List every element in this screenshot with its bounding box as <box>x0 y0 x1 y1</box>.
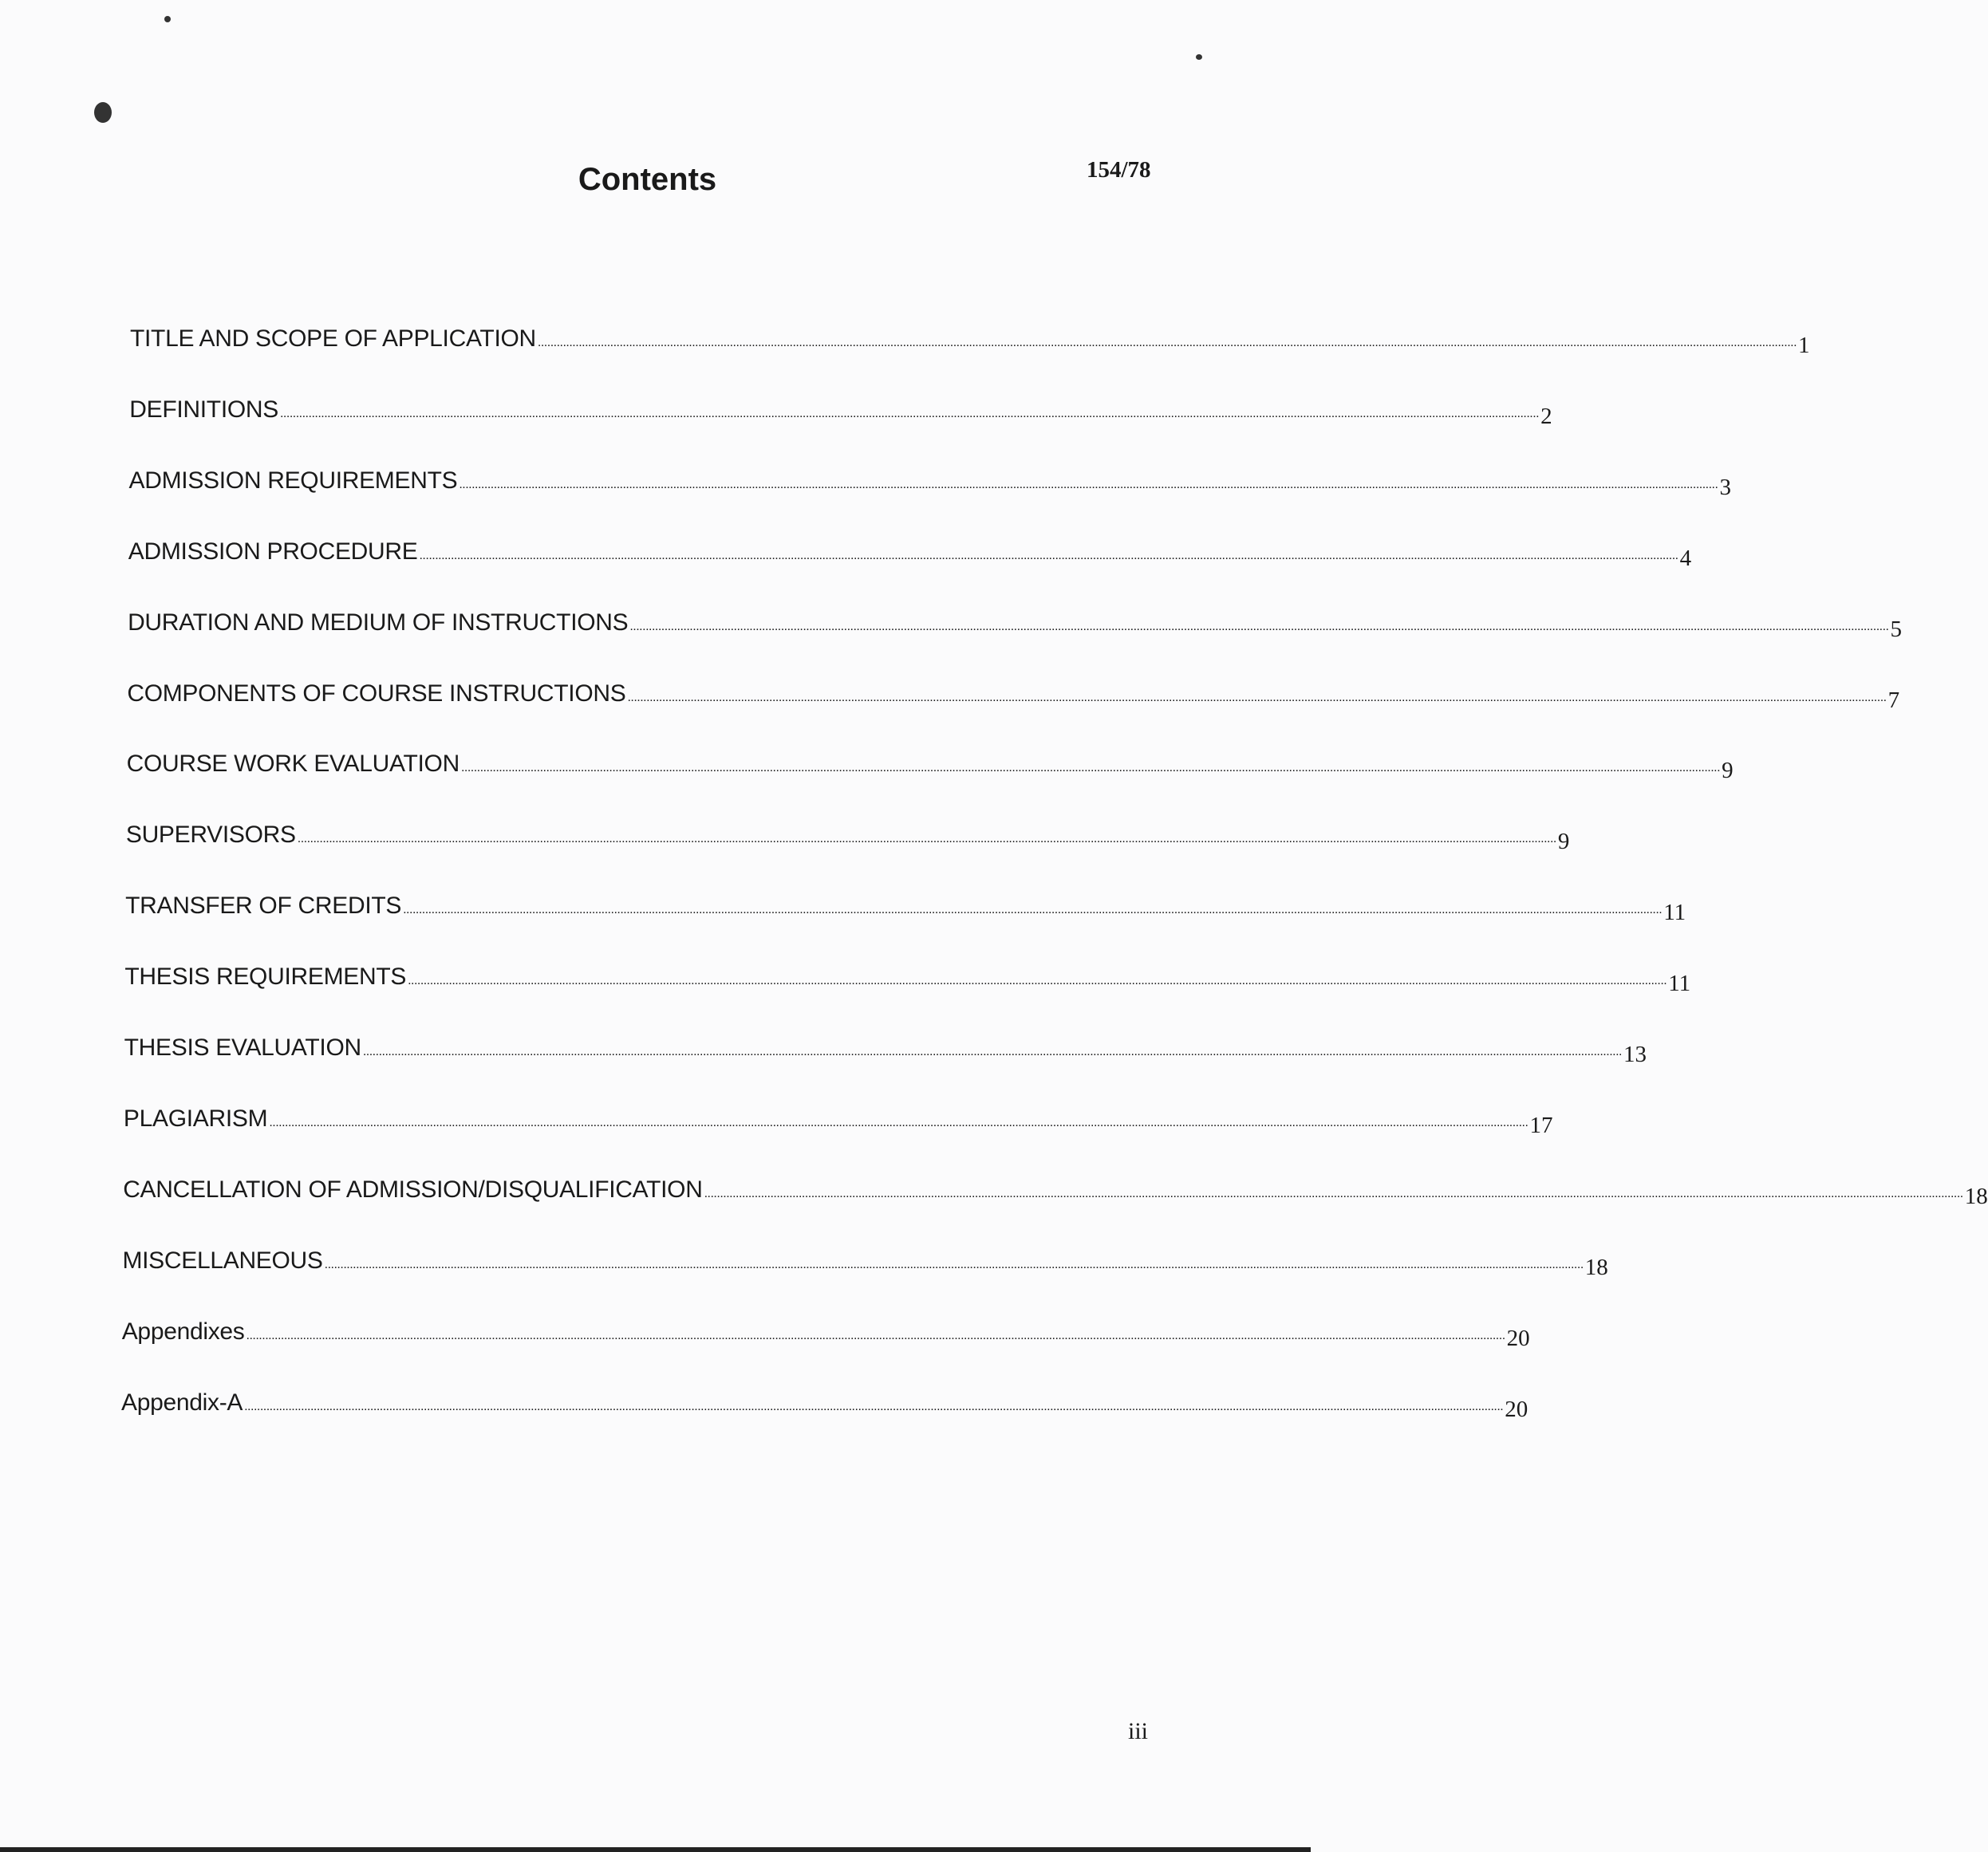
toc-entry <box>125 822 1570 855</box>
toc-entry <box>125 893 1686 926</box>
dot-leader: ................................................................................................................................................................................................................................................................................................................................................................................................................ <box>627 690 1887 704</box>
dot-leader: ................................................................................................................................................................................................................................................................................................................................................................................................................ <box>459 477 1718 491</box>
toc-entry-title: ADMISSION PROCEDURE <box>128 538 418 565</box>
toc-entry-page: 18 <box>1964 1183 1988 1209</box>
toc-entry <box>128 538 1692 571</box>
toc-entry <box>130 325 1810 358</box>
toc-entry-page: 17 <box>1529 1112 1553 1138</box>
toc-entry-title: TRANSFER OF CREDITS <box>125 893 402 920</box>
toc-entry <box>129 396 1552 429</box>
toc-entry-page: 18 <box>1584 1254 1608 1280</box>
toc-entry-page: 11 <box>1668 971 1691 997</box>
dot-leader: ................................................................................................................................................................................................................................................................................................................................................................................................................ <box>246 1328 1505 1342</box>
dot-leader: ................................................................................................................................................................................................................................................................................................................................................................................................................ <box>269 1115 1528 1129</box>
dot-leader: ................................................................................................................................................................................................................................................................................................................................................................................................................ <box>408 974 1667 988</box>
toc-entry-page: 3 <box>1719 474 1731 500</box>
toc-entry <box>124 1034 1647 1067</box>
toc-entry-title: DURATION AND MEDIUM OF INSTRUCTIONS <box>128 609 629 636</box>
dot-leader: ................................................................................................................................................................................................................................................................................................................................................................................................................ <box>324 1257 1584 1271</box>
toc-entry <box>126 751 1734 784</box>
toc-entry-page: 1 <box>1798 333 1810 358</box>
toc-entry <box>122 1247 1608 1280</box>
toc-entry-title: TITLE AND SCOPE OF APPLICATION <box>130 325 536 352</box>
page-title: Contents <box>578 162 717 197</box>
toc-entry-page: 2 <box>1540 403 1552 429</box>
dot-leader: ................................................................................................................................................................................................................................................................................................................................................................................................................ <box>704 1186 1963 1200</box>
toc-entry-title: DEFINITIONS <box>129 396 278 423</box>
dot-leader: ................................................................................................................................................................................................................................................................................................................................................................................................................ <box>419 548 1678 562</box>
toc-entry-title: THESIS REQUIREMENTS <box>124 963 407 991</box>
scan-speck <box>164 16 171 22</box>
toc-entry-page: 20 <box>1505 1396 1528 1422</box>
toc-entry <box>128 609 1902 642</box>
toc-entry-page: 20 <box>1506 1325 1530 1351</box>
toc-entry-title: COMPONENTS OF COURSE INSTRUCTIONS <box>127 680 626 707</box>
toc-entry-title: PLAGIARISM <box>123 1105 268 1132</box>
dot-leader: ................................................................................................................................................................................................................................................................................................................................................................................................................ <box>362 1045 1622 1058</box>
toc-entry-page: 13 <box>1623 1042 1647 1067</box>
toc-entry-title: Appendixes <box>121 1318 245 1345</box>
toc-entry <box>127 680 1900 713</box>
toc-entry-title: MISCELLANEOUS <box>122 1247 323 1274</box>
toc-entry <box>123 1105 1553 1138</box>
toc-entry-title: ADMISSION REQUIREMENTS <box>128 467 458 494</box>
toc-entry-page: 9 <box>1722 758 1734 784</box>
dot-leader: ................................................................................................................................................................................................................................................................................................................................................................................................................ <box>537 336 1797 349</box>
toc-entry-title: COURSE WORK EVALUATION <box>126 751 460 778</box>
toc-entry-title: CANCELLATION OF ADMISSION/DISQUALIFICATION <box>123 1176 703 1203</box>
page-number: iii <box>1128 1718 1149 1744</box>
scan-speck <box>1196 54 1202 60</box>
toc-entry <box>124 963 1691 997</box>
dot-leader: ................................................................................................................................................................................................................................................................................................................................................................................................................ <box>460 761 1721 775</box>
toc-entry-page: 7 <box>1887 687 1900 713</box>
document-reference: 154/78 <box>1087 157 1151 183</box>
toc-entry-page: 11 <box>1663 900 1686 926</box>
toc-entry <box>123 1176 1988 1209</box>
dot-leader: ................................................................................................................................................................................................................................................................................................................................................................................................................ <box>279 406 1540 420</box>
dot-leader: ................................................................................................................................................................................................................................................................................................................................................................................................................ <box>629 619 1889 633</box>
toc-entry-page: 9 <box>1557 829 1570 855</box>
toc-entry-title: THESIS EVALUATION <box>124 1034 361 1061</box>
toc-entry <box>121 1318 1530 1351</box>
dot-leader: ................................................................................................................................................................................................................................................................................................................................................................................................................ <box>403 903 1663 917</box>
toc-entry <box>128 467 1731 500</box>
toc-entry-title: Appendix-A <box>121 1389 243 1416</box>
toc-entry-title: SUPERVISORS <box>125 822 296 849</box>
dot-leader: ................................................................................................................................................................................................................................................................................................................................................................................................................ <box>244 1399 1504 1413</box>
toc-entry <box>121 1389 1528 1422</box>
dot-leader: ................................................................................................................................................................................................................................................................................................................................................................................................................ <box>297 832 1556 846</box>
toc-entry-page: 5 <box>1890 616 1902 642</box>
toc-entry-page: 4 <box>1679 545 1692 571</box>
scan-edge <box>0 1847 1311 1852</box>
scan-speck <box>94 102 112 123</box>
